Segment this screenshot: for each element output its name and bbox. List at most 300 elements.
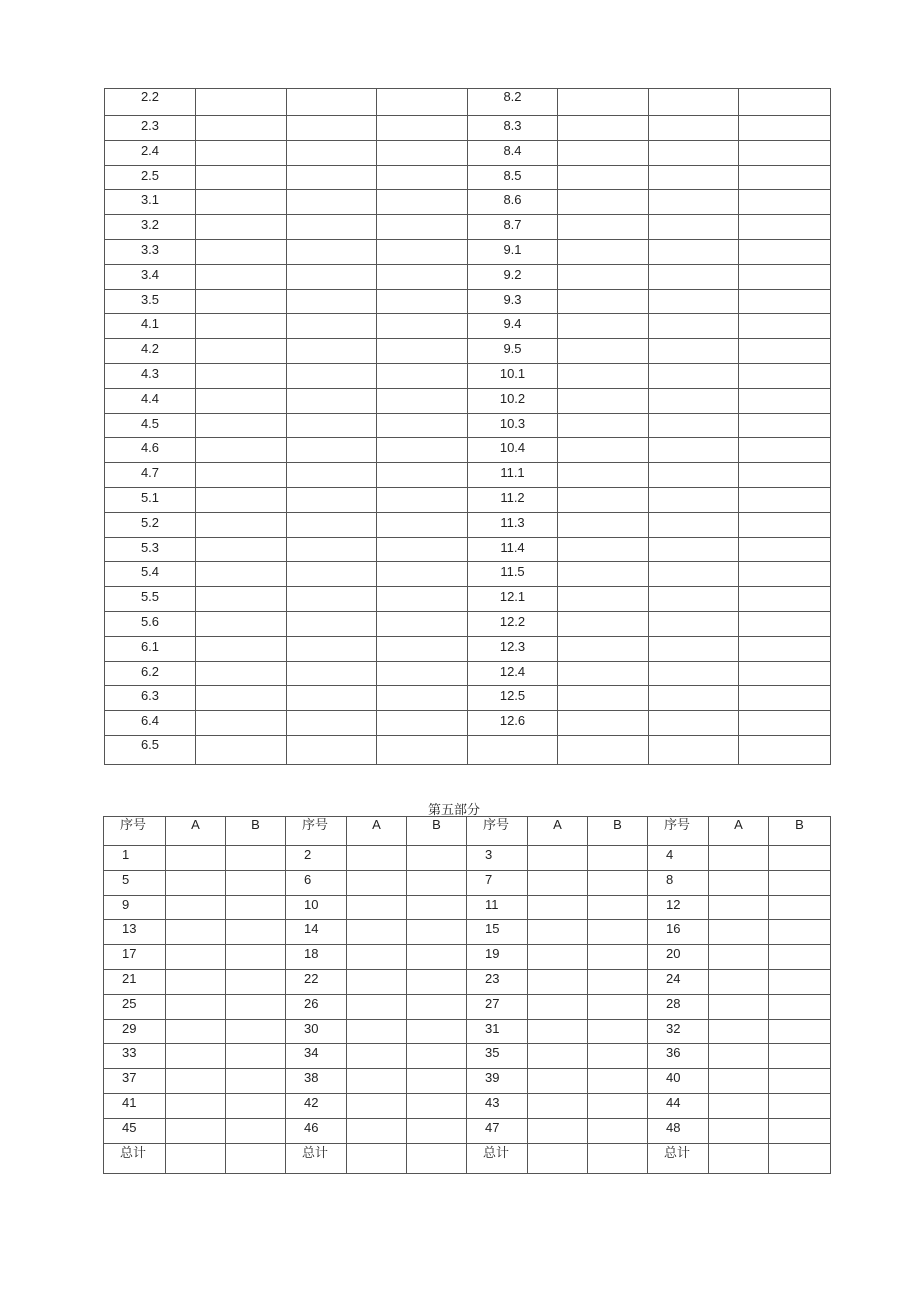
answer-b-cell[interactable] (407, 846, 467, 871)
answer-cell[interactable] (739, 711, 831, 736)
answer-cell[interactable] (287, 537, 377, 562)
total-b-cell[interactable] (407, 1143, 467, 1173)
answer-cell[interactable] (739, 264, 831, 289)
answer-cell[interactable] (558, 289, 649, 314)
answer-b-cell[interactable] (588, 1069, 648, 1094)
table-row (105, 661, 831, 686)
answer-cell[interactable] (558, 711, 649, 736)
answer-cell[interactable] (196, 239, 287, 264)
answer-cell[interactable] (196, 314, 287, 339)
table-row (104, 1069, 831, 1094)
answer-a-cell[interactable] (347, 945, 407, 970)
answer-a-cell[interactable] (347, 920, 407, 945)
answer-cell[interactable] (196, 289, 287, 314)
answer-cell[interactable] (558, 438, 649, 463)
answer-b-cell[interactable] (226, 846, 286, 871)
answer-b-cell[interactable] (226, 870, 286, 895)
answer-a-cell[interactable] (528, 994, 588, 1019)
answer-cell[interactable] (649, 239, 739, 264)
answer-cell[interactable] (649, 512, 739, 537)
answer-cell[interactable] (558, 264, 649, 289)
answer-a-cell[interactable] (166, 1044, 226, 1069)
answer-cell[interactable] (377, 438, 468, 463)
answer-a-cell[interactable] (347, 1069, 407, 1094)
answer-b-cell[interactable] (588, 994, 648, 1019)
answer-a-cell[interactable] (166, 1093, 226, 1118)
answer-cell[interactable] (649, 711, 739, 736)
answer-a-cell[interactable] (709, 920, 769, 945)
answer-cell[interactable] (558, 636, 649, 661)
table-row (105, 388, 831, 413)
answer-cell[interactable] (649, 140, 739, 165)
answer-cell[interactable] (287, 314, 377, 339)
answer-cell[interactable] (196, 587, 287, 612)
answer-cell[interactable] (287, 438, 377, 463)
answer-cell[interactable] (739, 587, 831, 612)
answer-a-cell[interactable] (347, 846, 407, 871)
total-a-cell[interactable] (166, 1143, 226, 1173)
table-row (104, 1093, 831, 1118)
answer-cell[interactable] (377, 487, 468, 512)
answer-cell[interactable] (739, 239, 831, 264)
answer-a-cell[interactable] (347, 994, 407, 1019)
answer-a-cell[interactable] (528, 846, 588, 871)
answer-a-cell[interactable] (347, 1019, 407, 1044)
answer-cell[interactable] (196, 611, 287, 636)
answer-a-cell[interactable] (166, 1019, 226, 1044)
answer-cell[interactable] (739, 289, 831, 314)
answer-cell[interactable] (558, 116, 649, 141)
answer-b-cell[interactable] (226, 969, 286, 994)
item-number: 6.5 (105, 735, 196, 764)
answer-cell[interactable] (558, 215, 649, 240)
item-number: 9.5 (468, 339, 558, 364)
answer-cell[interactable] (196, 636, 287, 661)
answer-cell[interactable] (649, 89, 739, 116)
answer-cell[interactable] (377, 735, 468, 764)
answer-cell[interactable] (377, 239, 468, 264)
answer-cell[interactable] (287, 388, 377, 413)
total-row (104, 1143, 831, 1173)
answer-cell[interactable] (196, 711, 287, 736)
answer-a-cell[interactable] (709, 969, 769, 994)
answer-cell[interactable] (649, 735, 739, 764)
answer-cell[interactable] (377, 636, 468, 661)
answer-cell[interactable] (649, 438, 739, 463)
answer-cell[interactable] (377, 413, 468, 438)
answer-cell[interactable] (558, 661, 649, 686)
answer-cell[interactable] (377, 314, 468, 339)
answer-cell[interactable] (649, 463, 739, 488)
column-header-b: B (588, 817, 648, 846)
answer-cell[interactable] (377, 611, 468, 636)
answer-cell[interactable] (377, 264, 468, 289)
answer-cell[interactable] (558, 140, 649, 165)
answer-b-cell[interactable] (769, 1093, 831, 1118)
item-number: 8.3 (468, 116, 558, 141)
answer-cell[interactable] (287, 116, 377, 141)
answer-a-cell[interactable] (709, 945, 769, 970)
answer-a-cell[interactable] (166, 920, 226, 945)
answer-cell[interactable] (377, 363, 468, 388)
answer-b-cell[interactable] (407, 1093, 467, 1118)
answer-cell[interactable] (649, 611, 739, 636)
answer-cell[interactable] (558, 190, 649, 215)
answer-cell[interactable] (287, 190, 377, 215)
answer-a-cell[interactable] (709, 870, 769, 895)
item-number: 8.5 (468, 165, 558, 190)
answer-cell[interactable] (287, 587, 377, 612)
answer-cell[interactable] (287, 463, 377, 488)
answer-b-cell[interactable] (226, 1093, 286, 1118)
answer-cell[interactable] (649, 661, 739, 686)
answer-cell[interactable] (196, 363, 287, 388)
answer-b-cell[interactable] (769, 1019, 831, 1044)
answer-cell[interactable] (196, 165, 287, 190)
answer-cell[interactable] (287, 215, 377, 240)
answer-cell[interactable] (196, 264, 287, 289)
answer-cell[interactable] (739, 611, 831, 636)
answer-a-cell[interactable] (347, 1093, 407, 1118)
item-number: 8.7 (468, 215, 558, 240)
answer-cell[interactable] (739, 661, 831, 686)
answer-a-cell[interactable] (528, 920, 588, 945)
answer-cell[interactable] (558, 463, 649, 488)
answer-b-cell[interactable] (407, 920, 467, 945)
answer-cell[interactable] (558, 413, 649, 438)
answer-b-cell[interactable] (226, 1069, 286, 1094)
table-row (105, 289, 831, 314)
answer-cell[interactable] (287, 611, 377, 636)
answer-cell[interactable] (196, 190, 287, 215)
answer-cell[interactable] (377, 661, 468, 686)
answer-cell[interactable] (649, 165, 739, 190)
answer-cell[interactable] (377, 587, 468, 612)
answer-a-cell[interactable] (528, 1069, 588, 1094)
answer-cell[interactable] (287, 735, 377, 764)
answer-a-cell[interactable] (709, 1019, 769, 1044)
answer-b-cell[interactable] (226, 1044, 286, 1069)
answer-cell[interactable] (649, 537, 739, 562)
answer-b-cell[interactable] (769, 969, 831, 994)
total-a-cell[interactable] (709, 1143, 769, 1173)
answer-cell[interactable] (196, 339, 287, 364)
question-number: 29 (104, 1019, 166, 1044)
answer-cell[interactable] (558, 587, 649, 612)
answer-cell[interactable] (196, 116, 287, 141)
answer-cell[interactable] (558, 512, 649, 537)
answer-cell[interactable] (287, 140, 377, 165)
answer-cell[interactable] (739, 339, 831, 364)
item-number: 12.3 (468, 636, 558, 661)
item-number: 5.2 (105, 512, 196, 537)
answer-cell[interactable] (196, 686, 287, 711)
answer-cell[interactable] (739, 636, 831, 661)
answer-b-cell[interactable] (588, 1093, 648, 1118)
answer-cell[interactable] (196, 140, 287, 165)
answer-cell[interactable] (649, 388, 739, 413)
answer-cell[interactable] (377, 116, 468, 141)
question-number: 48 (648, 1118, 709, 1143)
answer-a-cell[interactable] (528, 895, 588, 920)
answer-cell[interactable] (377, 686, 468, 711)
answer-cell[interactable] (558, 239, 649, 264)
answer-b-cell[interactable] (769, 920, 831, 945)
answer-cell[interactable] (287, 289, 377, 314)
answer-cell[interactable] (196, 661, 287, 686)
answer-a-cell[interactable] (528, 1044, 588, 1069)
answer-a-cell[interactable] (709, 1118, 769, 1143)
answer-cell[interactable] (558, 562, 649, 587)
answer-cell[interactable] (196, 89, 287, 116)
answer-table-part5 (103, 816, 831, 1174)
question-number: 8 (648, 870, 709, 895)
answer-cell[interactable] (649, 289, 739, 314)
answer-a-cell[interactable] (347, 1118, 407, 1143)
answer-a-cell[interactable] (166, 994, 226, 1019)
question-number: 10 (286, 895, 347, 920)
answer-cell[interactable] (196, 215, 287, 240)
answer-b-cell[interactable] (769, 994, 831, 1019)
answer-b-cell[interactable] (226, 920, 286, 945)
answer-a-cell[interactable] (528, 945, 588, 970)
answer-cell[interactable] (196, 463, 287, 488)
answer-cell[interactable] (377, 165, 468, 190)
answer-cell[interactable] (739, 165, 831, 190)
answer-b-cell[interactable] (769, 1044, 831, 1069)
answer-a-cell[interactable] (709, 846, 769, 871)
answer-cell[interactable] (287, 661, 377, 686)
answer-cell[interactable] (558, 537, 649, 562)
answer-a-cell[interactable] (709, 1044, 769, 1069)
answer-a-cell[interactable] (709, 1069, 769, 1094)
answer-b-cell[interactable] (407, 870, 467, 895)
answer-cell[interactable] (739, 190, 831, 215)
answer-a-cell[interactable] (347, 895, 407, 920)
answer-a-cell[interactable] (166, 846, 226, 871)
answer-a-cell[interactable] (709, 1093, 769, 1118)
answer-cell[interactable] (377, 512, 468, 537)
answer-a-cell[interactable] (166, 945, 226, 970)
answer-cell[interactable] (287, 339, 377, 364)
answer-a-cell[interactable] (166, 1118, 226, 1143)
answer-cell[interactable] (649, 314, 739, 339)
answer-cell[interactable] (377, 289, 468, 314)
answer-b-cell[interactable] (588, 969, 648, 994)
answer-cell[interactable] (649, 215, 739, 240)
answer-b-cell[interactable] (407, 969, 467, 994)
answer-cell[interactable] (739, 735, 831, 764)
answer-cell[interactable] (196, 735, 287, 764)
answer-b-cell[interactable] (769, 945, 831, 970)
answer-b-cell[interactable] (226, 994, 286, 1019)
answer-cell[interactable] (649, 264, 739, 289)
total-b-cell[interactable] (588, 1143, 648, 1173)
answer-a-cell[interactable] (347, 870, 407, 895)
total-b-cell[interactable] (226, 1143, 286, 1173)
answer-cell[interactable] (739, 463, 831, 488)
table-row (105, 413, 831, 438)
answer-b-cell[interactable] (407, 1044, 467, 1069)
answer-cell[interactable] (739, 89, 831, 116)
answer-b-cell[interactable] (226, 1019, 286, 1044)
answer-a-cell[interactable] (528, 1019, 588, 1044)
answer-cell[interactable] (558, 735, 649, 764)
answer-a-cell[interactable] (528, 1093, 588, 1118)
answer-cell[interactable] (287, 413, 377, 438)
total-a-cell[interactable] (347, 1143, 407, 1173)
answer-cell[interactable] (739, 215, 831, 240)
answer-a-cell[interactable] (528, 1118, 588, 1143)
answer-cell[interactable] (649, 587, 739, 612)
answer-a-cell[interactable] (709, 895, 769, 920)
answer-cell[interactable] (196, 512, 287, 537)
item-number: 6.1 (105, 636, 196, 661)
column-header-b: B (769, 817, 831, 846)
answer-cell[interactable] (649, 339, 739, 364)
answer-cell[interactable] (377, 215, 468, 240)
answer-cell[interactable] (196, 562, 287, 587)
answer-cell[interactable] (739, 314, 831, 339)
answer-b-cell[interactable] (407, 945, 467, 970)
answer-cell[interactable] (739, 363, 831, 388)
answer-cell[interactable] (377, 388, 468, 413)
answer-a-cell[interactable] (166, 870, 226, 895)
table-row (105, 611, 831, 636)
answer-cell[interactable] (649, 686, 739, 711)
answer-cell[interactable] (377, 190, 468, 215)
answer-b-cell[interactable] (769, 895, 831, 920)
answer-cell[interactable] (649, 562, 739, 587)
answer-cell[interactable] (649, 413, 739, 438)
answer-cell[interactable] (649, 487, 739, 512)
answer-cell[interactable] (649, 116, 739, 141)
answer-cell[interactable] (196, 413, 287, 438)
answer-cell[interactable] (287, 711, 377, 736)
answer-cell[interactable] (739, 562, 831, 587)
answer-b-cell[interactable] (588, 945, 648, 970)
answer-b-cell[interactable] (588, 846, 648, 871)
answer-b-cell[interactable] (407, 1069, 467, 1094)
answer-cell[interactable] (196, 438, 287, 463)
answer-cell[interactable] (287, 636, 377, 661)
answer-a-cell[interactable] (347, 1044, 407, 1069)
answer-cell[interactable] (377, 463, 468, 488)
table-row (105, 735, 831, 764)
answer-b-cell[interactable] (769, 846, 831, 871)
answer-cell[interactable] (558, 388, 649, 413)
answer-b-cell[interactable] (588, 1019, 648, 1044)
total-a-cell[interactable] (528, 1143, 588, 1173)
answer-cell[interactable] (287, 562, 377, 587)
answer-b-cell[interactable] (407, 994, 467, 1019)
answer-b-cell[interactable] (588, 1118, 648, 1143)
answer-cell[interactable] (287, 363, 377, 388)
total-b-cell[interactable] (769, 1143, 831, 1173)
answer-b-cell[interactable] (588, 1044, 648, 1069)
answer-cell[interactable] (287, 512, 377, 537)
answer-cell[interactable] (287, 487, 377, 512)
answer-cell[interactable] (649, 636, 739, 661)
table-row (105, 215, 831, 240)
question-number: 18 (286, 945, 347, 970)
answer-cell[interactable] (739, 388, 831, 413)
answer-b-cell[interactable] (226, 895, 286, 920)
answer-cell[interactable] (287, 165, 377, 190)
answer-a-cell[interactable] (528, 969, 588, 994)
answer-cell[interactable] (739, 487, 831, 512)
answer-cell[interactable] (558, 686, 649, 711)
answer-a-cell[interactable] (166, 895, 226, 920)
answer-cell[interactable] (377, 89, 468, 116)
answer-b-cell[interactable] (769, 1069, 831, 1094)
answer-cell[interactable] (196, 537, 287, 562)
answer-b-cell[interactable] (588, 870, 648, 895)
answer-cell[interactable] (377, 140, 468, 165)
answer-cell[interactable] (558, 165, 649, 190)
answer-b-cell[interactable] (588, 920, 648, 945)
table-row (105, 686, 831, 711)
answer-b-cell[interactable] (407, 895, 467, 920)
answer-b-cell[interactable] (769, 870, 831, 895)
answer-b-cell[interactable] (769, 1118, 831, 1143)
answer-cell[interactable] (558, 339, 649, 364)
answer-cell[interactable] (739, 438, 831, 463)
answer-cell[interactable] (558, 611, 649, 636)
answer-cell[interactable] (287, 264, 377, 289)
answer-cell[interactable] (196, 388, 287, 413)
answer-a-cell[interactable] (709, 994, 769, 1019)
answer-cell[interactable] (739, 140, 831, 165)
answer-cell[interactable] (739, 686, 831, 711)
answer-cell[interactable] (739, 512, 831, 537)
answer-cell[interactable] (558, 314, 649, 339)
question-number: 33 (104, 1044, 166, 1069)
item-number: 10.3 (468, 413, 558, 438)
answer-a-cell[interactable] (528, 870, 588, 895)
question-number: 25 (104, 994, 166, 1019)
answer-cell[interactable] (558, 487, 649, 512)
answer-b-cell[interactable] (588, 895, 648, 920)
answer-cell[interactable] (558, 89, 649, 116)
answer-a-cell[interactable] (347, 969, 407, 994)
answer-cell[interactable] (287, 686, 377, 711)
answer-cell[interactable] (377, 562, 468, 587)
answer-b-cell[interactable] (407, 1118, 467, 1143)
answer-cell[interactable] (739, 537, 831, 562)
answer-a-cell[interactable] (166, 1069, 226, 1094)
answer-cell[interactable] (739, 116, 831, 141)
item-number: 10.2 (468, 388, 558, 413)
item-number: 12.4 (468, 661, 558, 686)
answer-cell[interactable] (377, 711, 468, 736)
question-number: 26 (286, 994, 347, 1019)
answer-a-cell[interactable] (166, 969, 226, 994)
answer-cell[interactable] (377, 537, 468, 562)
answer-b-cell[interactable] (226, 1118, 286, 1143)
answer-cell[interactable] (558, 363, 649, 388)
answer-cell[interactable] (287, 89, 377, 116)
answer-cell[interactable] (196, 487, 287, 512)
answer-b-cell[interactable] (407, 1019, 467, 1044)
answer-cell[interactable] (649, 190, 739, 215)
answer-cell[interactable] (287, 239, 377, 264)
item-number: 3.2 (105, 215, 196, 240)
answer-cell[interactable] (377, 339, 468, 364)
answer-cell[interactable] (739, 413, 831, 438)
answer-b-cell[interactable] (226, 945, 286, 970)
answer-cell[interactable] (649, 363, 739, 388)
